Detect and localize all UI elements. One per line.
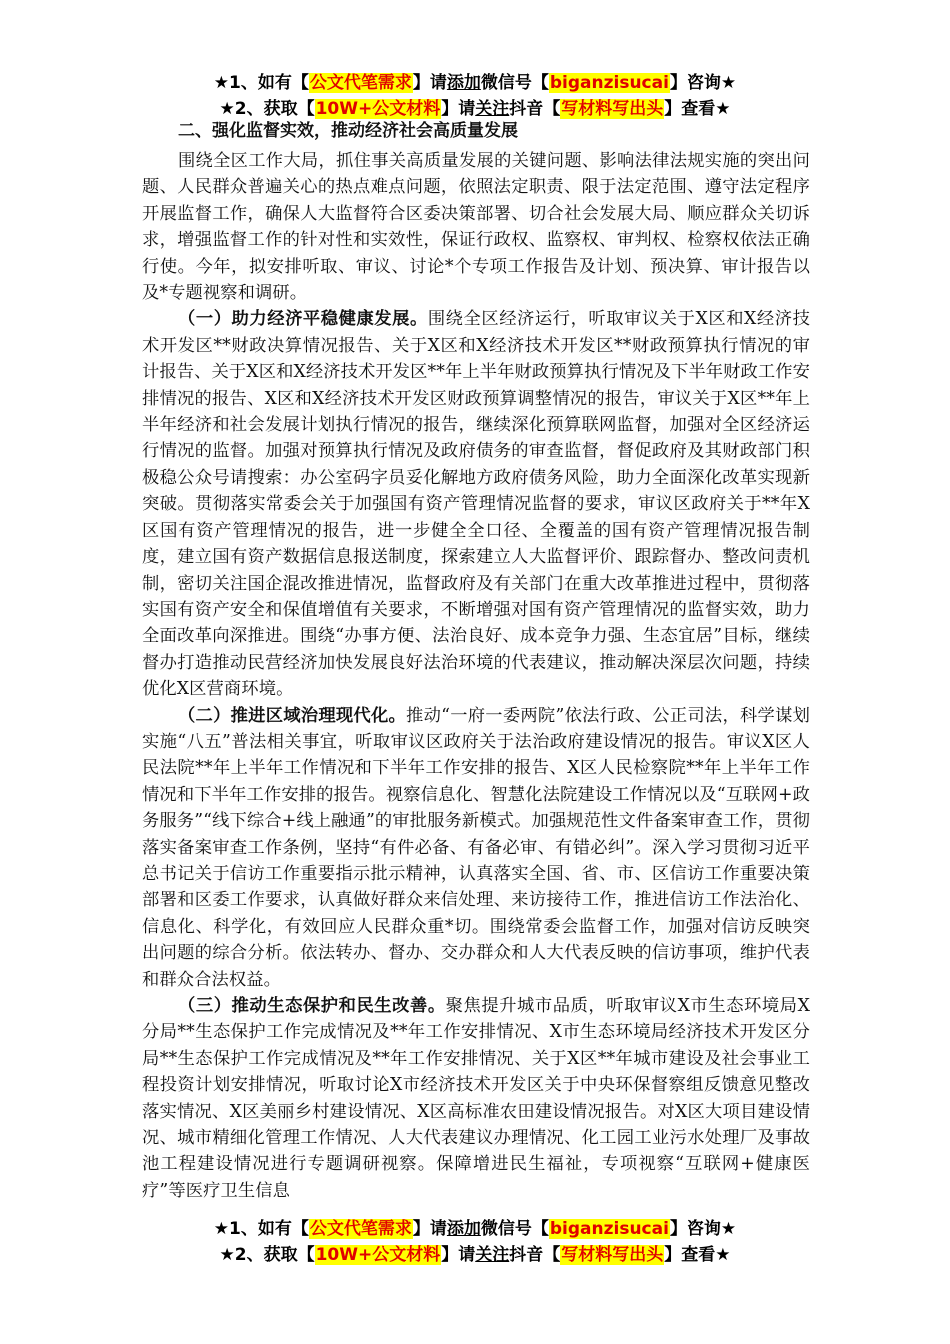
douyin-account: 写材料写出头 xyxy=(561,99,664,119)
subsection-title: （二）推进区域治理现代化。 xyxy=(178,705,407,726)
wechat-id: biganzisucai xyxy=(549,73,669,93)
section-heading: 二、强化监督实效，推动经济社会高质量发展 xyxy=(178,121,518,141)
douyin-account: 写材料写出头 xyxy=(561,1245,664,1265)
document-body xyxy=(142,118,810,1204)
promo-banner-top-line2: ★2、获取【10W+公文材料】请关注抖音【写材料写出头】查看★ xyxy=(219,99,731,119)
section-paragraph-1: （一）助力经济平稳健康发展。围绕全区经济运行，听取审议关于X区和X经济技术开发区**财政决算情况报告、关于X区和X经济技术开发区**财政预算执行情况的审计报告、关于X区和X经济技术开发区**年上半年财政预算执行情况及下半年财政工作安排情况的报告、X区和X经济技术开发区财政预算调整情况的报告，审议关于X区**年上半年经济和社会发展计划执行情况的报告，继续深化预算联网监督，加强对全区经济运行情况的监督。加强对预算执行情况及政府债务的审查监督，督促政府及其财政部门积极稳公众号请搜索：办公室码字员妥化解地方政府债务风险，助力全面深化改革实现新突破。贯彻落实常委会关于加强国有资产管理情况监督的要求，审议区政府关于**年X区国有资产管理情况的报告，进一步健全全口径、全覆盖的国有资产管理情况报告制度，建立国有资产数据信息报送制度，探索建立人大监督评价、跟踪督办、整改问责机制，密切关注国企混改推进情况，监督政府及有关部门在重大改革推进过程中，贯彻落实国有资产安全和保值增值有关要求，不断增强对国有资产管理情况的监督实效，助力全面改革向深推进。围绕“办事方便、法治良好、成本竞争力强、生态宜居”目标，继续督办打造推动民营经济加快发展良好法治环境的代表建议，推动解决深层次问题，持续优化X区营商环境。 xyxy=(142,309,811,700)
highlight-text: 10W+公文材料 xyxy=(315,1245,441,1265)
highlight-text: 10W+公文材料 xyxy=(315,99,441,119)
highlight-text: 公文代笔需求 xyxy=(309,1219,412,1239)
highlight-text: 公文代笔需求 xyxy=(309,73,412,93)
promo-banner-bottom-line1: ★1、如有【公文代笔需求】请添加微信号【biganzisucai】咨询★ xyxy=(213,1219,737,1239)
subsection-title: （一）助力经济平稳健康发展。 xyxy=(178,309,428,330)
section-paragraph-2: （二）推进区域治理现代化。推动“一府一委两院”依法行政、公正司法，科学谋划实施“八五”普法相关事宜，听取审议区政府关于法治政府建设情况的报告。审议X区人民法院**年上半年工作情况和下半年工作安排的报告、X区人民检察院**年上半年工作情况和下半年工作安排的报告。视察信息化、智慧化法院建设工作情况以及“互联网+政务服务”“线下综合+线上融通”的审批服务新模式。加强规范性文件备案审查工作，贯彻落实备案审查工作条例，坚持“有件必备、有备必审、有错必纠”。深入学习贯彻习近平总书记关于信访工作重要指示批示精神，认真落实全国、省、市、区信访工作重要决策部署和区委工作要求，认真做好群众来信处理、来访接待工作，推进信访工作法治化、信息化、科学化，有效回应人民群众重*切。围绕常委会监督工作，加强对信访反映突出问题的综合分析。依法转办、督办、交办群众和人大代表反映的信访事项，维护代表和群众合法权益。 xyxy=(142,705,810,990)
wechat-id: biganzisucai xyxy=(549,1219,669,1239)
subsection-title: （三）推动生态保护和民生改善。 xyxy=(178,996,446,1016)
section-paragraph-3: （三）推动生态保护和民生改善。聚焦提升城市品质，听取审议X市生态环境局X分局**生态保护工作完成情况及**年工作安排情况、X市生态环境局经济技术开发区分局**生态保护工作完成情况及**年工作安排情况、关于X区**年城市建设及社会事业工程投资计划安排情况，听取讨论X市经济技术开发区关于中央环保督察组反馈意见整改落实情况、X区美丽乡村建设情况、X区高标准农田建设情况报告。对X区大项目建设情况、城市精细化管理工作情况、人大代表建议办理情况、化工园工业污水处理厂及事故池工程建设情况进行专题调研视察。保障增进民生福祉，专项视察“互联网+健康医疗”等医疗卫生信息 xyxy=(142,996,810,1201)
promo-banner-top-line1: ★1、如有【公文代笔需求】请添加微信号【biganzisucai】咨询★ xyxy=(213,73,737,93)
intro-paragraph: 围绕全区工作大局，抓住事关高质量发展的关键问题、影响法律法规实施的突出问题、人民群众普遍关心的热点难点问题，依照法定职责、限于法定范围、遵守法定程序开展监督工作，确保人大监督符合区委决策部署、切合社会发展大局、顺应群众关切诉求，增强监督工作的针对性和实效性，保证行政权、监察权、审判权、检察权依法正确行使。今年，拟安排听取、审议、讨论*个专项工作报告及计划、预决算、审计报告以及*专题视察和调研。 xyxy=(142,151,810,304)
promo-banner-bottom-line2: ★2、获取【10W+公文材料】请关注抖音【写材料写出头】查看★ xyxy=(219,1245,731,1265)
